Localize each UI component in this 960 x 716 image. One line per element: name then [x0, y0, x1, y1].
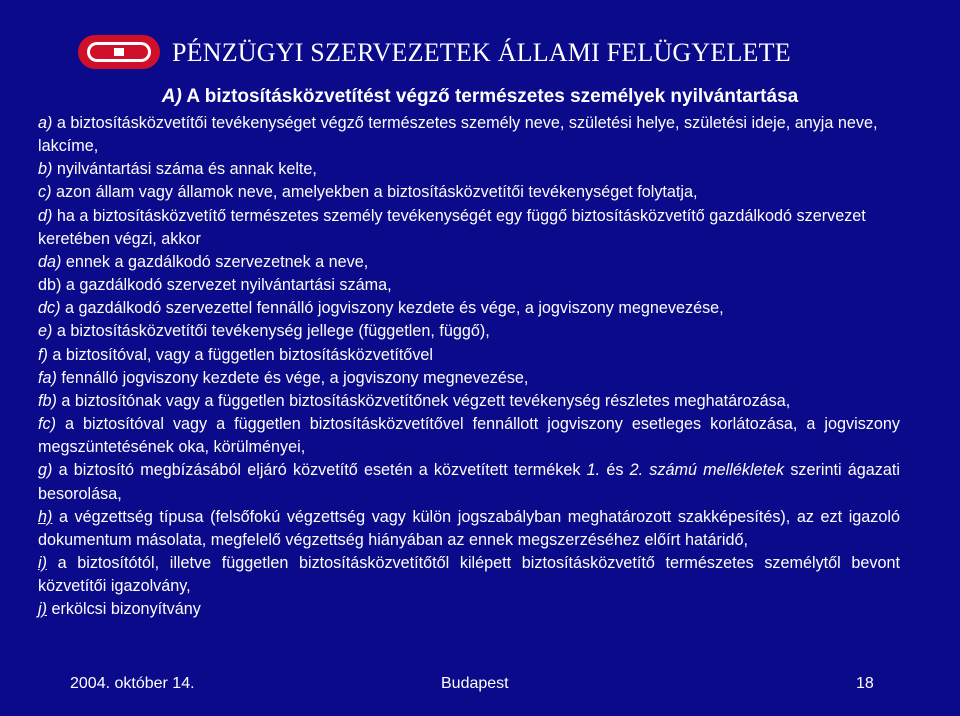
list-item	[38, 344, 900, 367]
item-tag: da)	[38, 252, 62, 271]
item-ref: 1.	[586, 461, 601, 480]
item-text: a gazdálkodó szervezettel fennálló jogviszony kezdete és vége, a jogviszony megnevezése,	[60, 299, 724, 318]
list-item	[38, 251, 900, 274]
item-tag: c)	[38, 183, 52, 202]
item-tag: fa)	[38, 368, 57, 387]
item-text: db) a gazdálkodó szervezet nyilvántartási száma,	[38, 276, 392, 295]
footer-date: 2004. október 14.	[70, 675, 195, 692]
list-item	[38, 205, 900, 251]
item-ref: 2. számú mellékletek	[629, 461, 785, 480]
item-text: a végzettség típusa (felsőfokú végzettség vagy külön jogszabályban meghatározott szakképesítés), az ezt igazoló dokumentum másolata, megfelelő végzettség hiányában az ennek megszerzéséhez előírt határidő,	[38, 507, 900, 549]
item-text: a biztosítónak vagy a független biztosításközvetítőnek végzett tevékenység részletes meghatározása,	[56, 391, 791, 410]
pszaf-logo-icon	[78, 35, 160, 69]
section-title-text: A biztosításközvetítést végző természetes személyek nyilvántartása	[181, 86, 799, 107]
list-item	[38, 367, 900, 390]
list-item	[38, 320, 900, 343]
item-text: a biztosítóval, vagy a független biztosításközvetítővel	[47, 345, 434, 364]
item-text: ennek a gazdálkodó szervezetnek a neve,	[61, 252, 369, 271]
item-text: és	[600, 461, 630, 480]
list-item	[38, 552, 900, 598]
item-tag: a)	[38, 114, 53, 132]
item-text: fennálló jogviszony kezdete és vége, a jogviszony megnevezése,	[56, 368, 529, 387]
list-item	[38, 390, 900, 413]
item-tag: e)	[38, 322, 53, 341]
item-tag: fb)	[38, 391, 57, 410]
item-list	[38, 112, 900, 621]
item-tag: dc)	[38, 299, 61, 318]
item-tag: fc)	[38, 415, 56, 434]
list-item	[38, 297, 900, 320]
item-text: nyilvántartási száma és annak kelte,	[52, 160, 317, 179]
item-tag: g)	[38, 461, 53, 480]
footer-place: Budapest	[441, 675, 509, 692]
page-number: 18	[856, 675, 874, 692]
item-text: ha a biztosításközvetítő természetes személy tevékenységét egy függő biztosításközvetítő gazdálkodó szervezet keretében végzi, akkor	[38, 206, 866, 248]
footer	[0, 675, 960, 697]
list-item	[38, 274, 900, 297]
item-tag: i)	[38, 553, 47, 572]
item-tag: d)	[38, 206, 53, 225]
item-tag: f)	[38, 345, 48, 364]
item-tag: b)	[38, 160, 53, 179]
item-text: a biztosításközvetítői tevékenység jellege (független, függő),	[52, 322, 490, 341]
item-text: erkölcsi bizonyítvány	[47, 600, 201, 619]
item-text: szerinti ágazati besorolása,	[38, 461, 900, 503]
item-text: a biztosításközvetítői tevékenységet végző természetes személy neve, születési helye, születési ideje, anyja neve, lakcíme,	[38, 114, 878, 156]
list-item	[38, 112, 900, 158]
list-item	[38, 181, 900, 204]
item-tag: h)	[38, 507, 53, 526]
item-tag: j)	[38, 600, 47, 619]
list-item	[38, 506, 900, 552]
list-item	[38, 598, 900, 621]
item-text: a biztosítóval vagy a független biztosításközvetítővel fennállott jogviszony esetleges korlátozása, a jogviszony megszüntetésének oka, körülményei,	[38, 415, 900, 457]
list-item	[38, 459, 900, 505]
item-text: a biztosító megbízásából eljáró közvetítő esetén a közvetített termékek	[52, 461, 587, 480]
section-title-prefix: A)	[161, 86, 182, 107]
header-title: PÉNZÜGYI SZERVEZETEK ÁLLAMI FELÜGYELETE	[172, 38, 791, 67]
item-text: azon állam vagy államok neve, amelyekben a biztosításközvetítői tevékenységet folytatja,	[51, 183, 698, 202]
section-title	[0, 86, 960, 108]
list-item	[38, 413, 900, 459]
list-item	[38, 158, 900, 181]
item-text: a biztosítótól, illetve független biztosításközvetítőtől kilépett biztosításközvetítő természetes személytől bevont közvetítői igazolvány,	[38, 553, 900, 596]
